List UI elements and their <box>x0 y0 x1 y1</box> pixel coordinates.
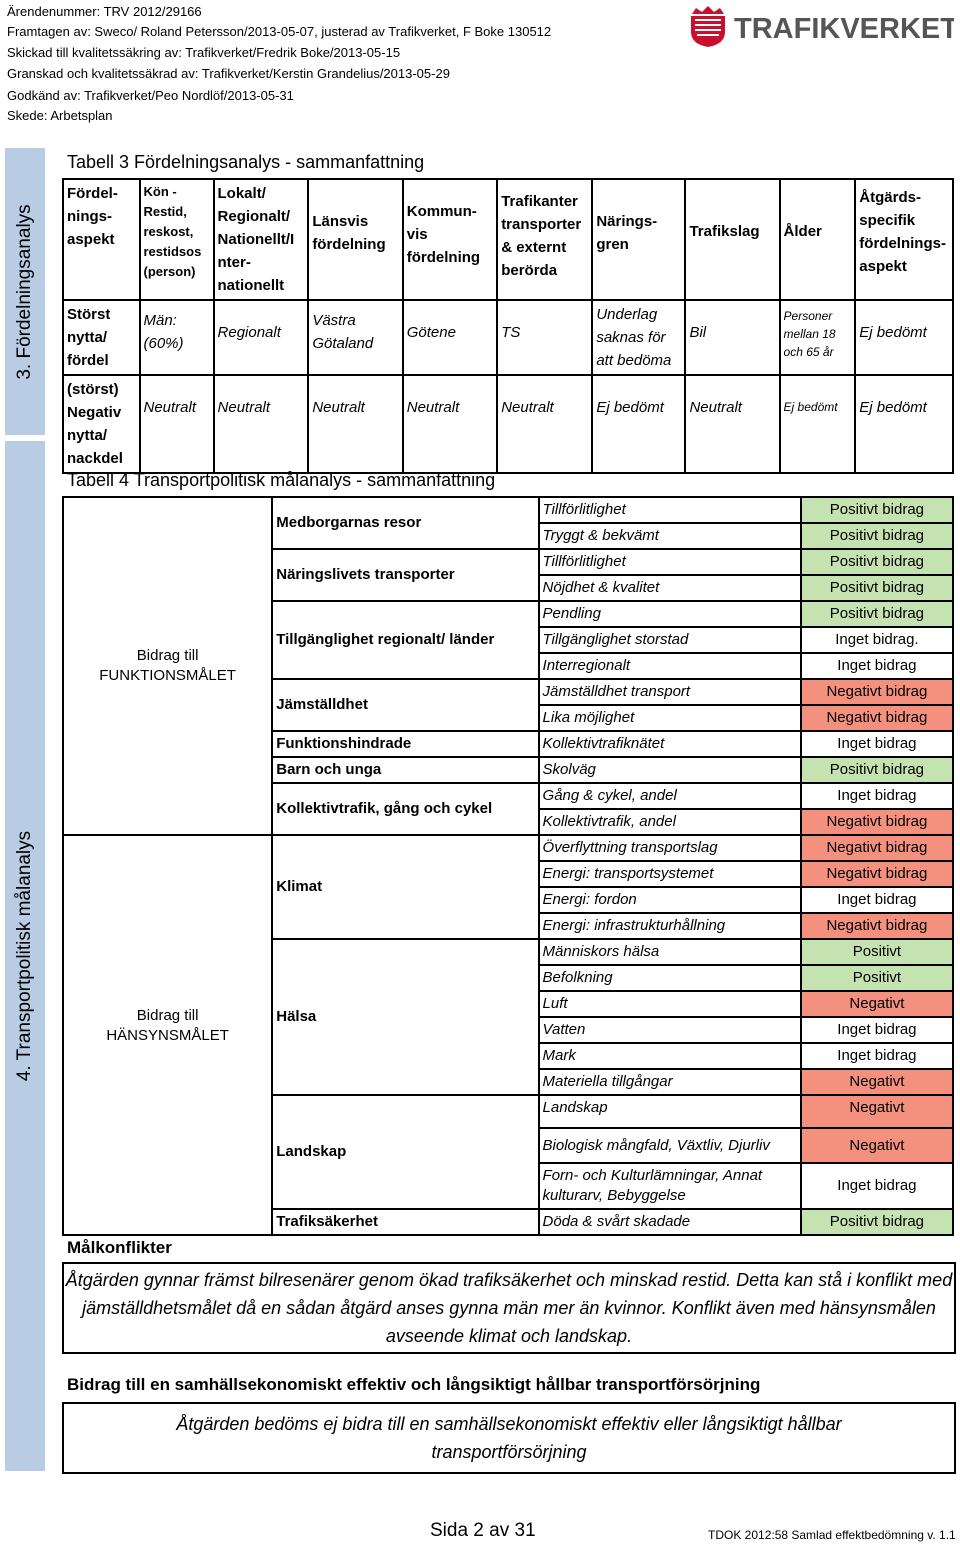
goal-assessment: Inget bidrag. <box>801 627 953 653</box>
crown-shield-icon <box>686 4 954 48</box>
goal-category: Funktionshindrade <box>272 731 538 757</box>
goal-indicator: Forn- och Kulturlämningar, Annat kulturarv, Bebyggelse <box>539 1163 801 1209</box>
goal-assessment: Negativt <box>801 1095 953 1128</box>
goal-assessment: Negativt bidrag <box>801 861 953 887</box>
goal-indicator: Döda & svårt skadade <box>539 1209 801 1235</box>
col-header-gender: Kön - Restid, reskost, restidsos (person) <box>140 179 214 300</box>
header-reviewed-by: Granskad och kvalitetssäkrad av: Trafikverket/Kerstin Grandelius/2013-05-29 <box>7 66 450 81</box>
table3-title: Tabell 3 Fördelningsanalys - sammanfattning <box>67 152 425 172</box>
goal-assessment: Negativt bidrag <box>801 705 953 731</box>
goal-assessment: Negativt bidrag <box>801 809 953 835</box>
goal-row <box>63 835 953 861</box>
goal-category: Hälsa <box>272 939 538 1095</box>
goal-analysis-table <box>62 496 954 1236</box>
row1-county: Västra Götaland <box>308 300 402 375</box>
goal-indicator: Materiella tillgångar <box>539 1069 801 1095</box>
goal-indicator: Kollektivtrafik, andel <box>539 809 801 835</box>
col-header-level: Lokalt/ Regionalt/ Nationellt/I nter-nationellt <box>214 179 309 300</box>
row1-road-users: TS <box>497 300 592 375</box>
goal-conflicts-label: Målkonflikter <box>67 1238 172 1257</box>
goal-indicator: Jämställdhet transport <box>539 679 801 705</box>
goal-indicator: Lika möjlighet <box>539 705 801 731</box>
goal-assessment: Positivt bidrag <box>801 757 953 783</box>
goal-conflicts-text: Åtgärden gynnar främst bilresenärer genom ökad trafiksäkerhet och minskad restid. Detta kan stå i konflikt med jämställdhetsmålet då en sådan åtgärd anses gynna män mer än kvinnor. Konflikt även med hänsynsmålen avseende klimat och landskap. <box>62 1262 956 1354</box>
goal-indicator: Tillförlitlighet <box>539 549 801 575</box>
group-consideration-goal: Bidrag till HÄNSYNSMÅLET <box>63 835 272 1235</box>
group-function-goal: Bidrag till FUNKTIONSMÅLET <box>63 497 272 835</box>
row2-age: Ej bedömt <box>780 375 856 473</box>
goal-assessment: Negativt <box>801 1069 953 1095</box>
sidebar-section-3 <box>5 148 45 435</box>
goal-row <box>63 497 953 523</box>
goal-assessment: Inget bidrag <box>801 783 953 809</box>
goal-category: Näringslivets transporter <box>272 549 538 601</box>
col-header-mode: Trafikslag <box>685 179 779 300</box>
goal-indicator: Nöjdhet & kvalitet <box>539 575 801 601</box>
goal-category: Klimat <box>272 835 538 939</box>
goal-category: Landskap <box>272 1095 538 1209</box>
col-header-road-users: Trafikanter transporter & externt berörda <box>497 179 592 300</box>
header-stage: Skede: Arbetsplan <box>7 108 113 123</box>
goal-indicator: Kollektivtrafiknätet <box>539 731 801 757</box>
goal-indicator: Vatten <box>539 1017 801 1043</box>
goal-category: Jämställdhet <box>272 679 538 731</box>
goal-indicator: Skolväg <box>539 757 801 783</box>
header-prepared-by: Framtagen av: Sweco/ Roland Petersson/2013-05-07, justerad av Trafikverket, F Boke 130512 <box>7 24 552 39</box>
goal-category: Trafiksäkerhet <box>272 1209 538 1235</box>
row2-specific: Ej bedömt <box>855 375 953 473</box>
goal-assessment: Inget bidrag <box>801 1017 953 1043</box>
goal-indicator: Landskap <box>539 1095 801 1128</box>
goal-indicator: Pendling <box>539 601 801 627</box>
goal-assessment: Negativt bidrag <box>801 913 953 939</box>
col-header-county: Länsvis fördelning <box>308 179 402 300</box>
sidebar-section-3-label: 3. Fördelningsanalys <box>14 203 35 380</box>
goal-assessment: Positivt bidrag <box>801 575 953 601</box>
goal-assessment: Positivt <box>801 965 953 991</box>
goal-category: Barn och unga <box>272 757 538 783</box>
goal-indicator: Tryggt & bekvämt <box>539 523 801 549</box>
contribution-label: Bidrag till en samhällsekonomiskt effektiv och långsiktigt hållbar transportförsörjning <box>67 1375 761 1394</box>
header-approved-by: Godkänd av: Trafikverket/Peo Nordlöf/2013-05-31 <box>7 88 294 103</box>
sidebar-section-4 <box>5 441 45 1471</box>
header-sent-by: Skickad till kvalitetssäkring av: Trafikverket/Fredrik Boke/2013-05-15 <box>7 45 401 60</box>
svg-text:TRAFIKVERKET: TRAFIKVERKET <box>734 13 954 45</box>
row2-mode: Neutralt <box>685 375 779 473</box>
goal-indicator: Överflyttning transportslag <box>539 835 801 861</box>
goal-indicator: Luft <box>539 991 801 1017</box>
goal-assessment: Positivt bidrag <box>801 1209 953 1235</box>
row2-county: Neutralt <box>308 375 402 473</box>
row2-road-users: Neutralt <box>497 375 592 473</box>
goal-indicator: Befolkning <box>539 965 801 991</box>
table4-title: Tabell 4 Transportpolitisk målanalys - sammanfattning <box>67 470 496 490</box>
distribution-analysis-table <box>62 178 954 474</box>
row2-gender: Neutralt <box>140 375 214 473</box>
row1-specific: Ej bedömt <box>855 300 953 375</box>
goal-indicator: Gång & cykel, andel <box>539 783 801 809</box>
aspect-header: Fördel- nings- aspekt <box>63 179 140 300</box>
goal-category: Tillgänglighet regionalt/ länder <box>272 601 538 679</box>
goal-indicator: Tillförlitlighet <box>539 497 801 523</box>
row1-municipality: Götene <box>403 300 497 375</box>
row-label-largest-benefit: Störst nytta/ fördel <box>63 300 140 375</box>
goal-assessment: Positivt bidrag <box>801 523 953 549</box>
row2-level: Neutralt <box>214 375 309 473</box>
row2-industry: Ej bedömt <box>592 375 685 473</box>
goal-assessment: Inget bidrag <box>801 731 953 757</box>
goal-indicator: Tillgänglighet storstad <box>539 627 801 653</box>
row1-level: Regionalt <box>214 300 309 375</box>
goal-assessment: Negativt bidrag <box>801 679 953 705</box>
col-header-age: Ålder <box>780 179 856 300</box>
goal-indicator: Energi: transportsystemet <box>539 861 801 887</box>
goal-assessment: Inget bidrag <box>801 1163 953 1209</box>
goal-indicator: Interregionalt <box>539 653 801 679</box>
goal-assessment: Positivt <box>801 939 953 965</box>
contribution-text: Åtgärden bedöms ej bidra till en samhällsekonomiskt effektiv eller långsiktigt hållbar transportförsörjning <box>62 1402 956 1474</box>
row2-municipality: Neutralt <box>403 375 497 473</box>
goal-assessment: Positivt bidrag <box>801 549 953 575</box>
goal-assessment: Inget bidrag <box>801 887 953 913</box>
goal-assessment: Negativt bidrag <box>801 835 953 861</box>
goal-indicator: Energi: infrastrukturhållning <box>539 913 801 939</box>
row1-gender: Män: (60%) <box>140 300 214 375</box>
header-case-number: Ärendenummer: TRV 2012/29166 <box>7 4 202 19</box>
goal-assessment: Inget bidrag <box>801 1043 953 1069</box>
document-id: TDOK 2012:58 Samlad effektbedömning v. 1.1 <box>708 1528 956 1542</box>
col-header-specific: Åtgärds-specifik fördelnings-aspekt <box>855 179 953 300</box>
goal-indicator: Mark <box>539 1043 801 1069</box>
trafikverket-logo <box>686 4 954 48</box>
goal-indicator: Människors hälsa <box>539 939 801 965</box>
col-header-industry: Närings-gren <box>592 179 685 300</box>
goal-category: Kollektivtrafik, gång och cykel <box>272 783 538 835</box>
goal-category: Medborgarnas resor <box>272 497 538 549</box>
goal-indicator: Energi: fordon <box>539 887 801 913</box>
row1-age: Personer mellan 18 och 65 år <box>780 300 856 375</box>
page-number: Sida 2 av 31 <box>430 1520 536 1541</box>
sidebar-section-4-label: 4. Transportpolitisk målanalys <box>14 830 35 1082</box>
row1-industry: Underlag saknas för att bedöma <box>592 300 685 375</box>
col-header-municipality: Kommun-vis fördelning <box>403 179 497 300</box>
goal-assessment: Negativt <box>801 991 953 1017</box>
row-label-largest-disadvantage: (störst) Negativ nytta/ nackdel <box>63 375 140 473</box>
goal-assessment: Inget bidrag <box>801 653 953 679</box>
row1-mode: Bil <box>685 300 779 375</box>
goal-assessment: Positivt bidrag <box>801 601 953 627</box>
goal-assessment: Positivt bidrag <box>801 497 953 523</box>
goal-indicator: Biologisk mångfald, Växtliv, Djurliv <box>539 1128 801 1163</box>
goal-assessment: Negativt <box>801 1128 953 1163</box>
